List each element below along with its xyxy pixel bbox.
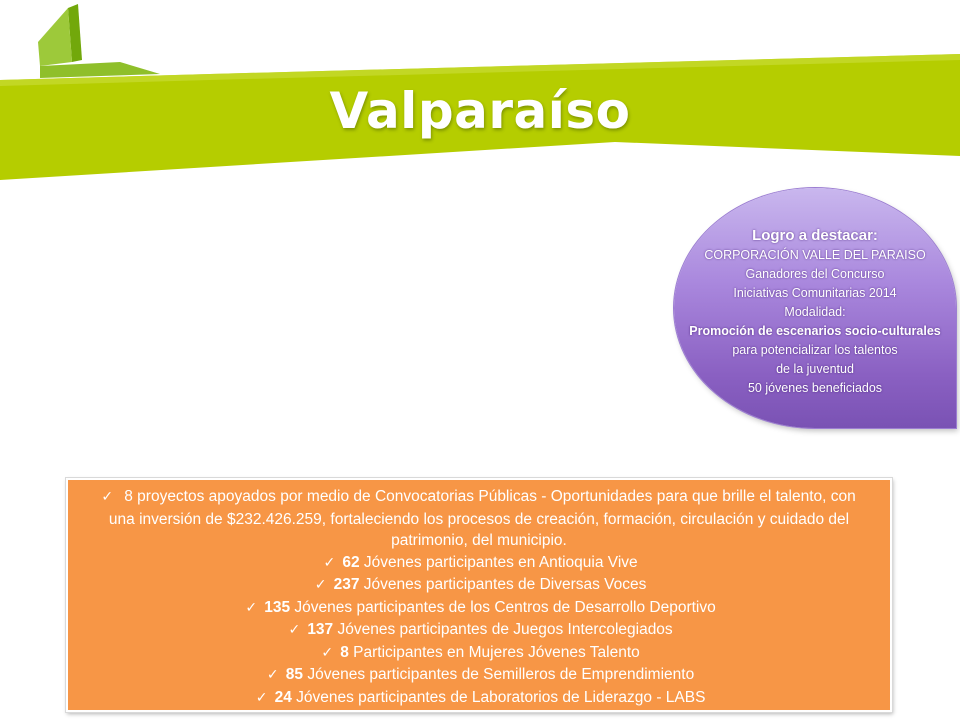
list-item [88,552,870,575]
bubble-line-1: Ganadores del Concurso [745,267,885,281]
bubble-line-2: Iniciativas Comunitarias 2014 [733,286,897,300]
item-number: 137 [307,621,334,638]
item-text: Jóvenes participantes de Semilleros de Emprendimiento [303,666,695,683]
page-title: Valparaíso [329,82,631,140]
checkmark-icon: ✓ [266,667,279,683]
item-number: 24 [274,688,292,706]
item-text: Jóvenes participantes en Antioquia Vive [359,553,638,571]
item-text: Participantes en Mujeres Jóvenes Talento [348,643,640,661]
checkmark-icon: ✓ [288,622,301,638]
bubble-modalidad-2: para potencializar los talentos [732,343,898,357]
list-item [88,597,870,620]
list-item [88,642,870,665]
banner-fold-back [38,8,72,66]
results-list [68,480,890,709]
list-item [88,574,870,597]
item-text: Jóvenes participantes de Laboratorios de Liderazgo - LABS [291,688,706,706]
checkmark-icon: ✓ [323,554,336,571]
bubble-org: CORPORACIÓN VALLE DEL PARAISO [704,248,926,262]
bubble-modalidad-1: Promoción de escenarios socio-culturales [689,324,941,338]
list-item [88,619,870,642]
bubble-modalidad-3: de la juventud [776,362,854,376]
list-item [88,664,870,687]
bubble-beneficiados: 50 jóvenes beneficiados [747,381,883,395]
item-number: 8 [340,643,349,661]
lead-text: 8 proyectos apoyados por medio de Convocatorias Públicas - Oportunidades para que brille el talento, con una inversión de $232.426.259, fortaleciendo los procesos de creación, formación, circulación y cuidado del patrimonio, del municipio. [108,488,856,549]
results-panel [66,478,892,712]
bubble-modalidad-label: Modalidad: [784,305,846,319]
item-number: 62 [342,553,360,571]
banner-fold-mid [40,62,160,78]
item-text: Jóvenes participantes de Juegos Intercolegiados [333,621,673,638]
checkmark-icon: ✓ [314,577,327,593]
list-item [88,687,870,710]
checkmark-icon: ✓ [245,599,258,616]
item-text: Jóvenes participantes de los Centros de Desarrollo Deportivo [290,598,716,616]
list-item-lead [88,486,870,552]
item-number: 85 [285,666,304,683]
checkmark-icon: ✓ [255,689,268,706]
item-text: Jóvenes participantes de Diversas Voces [359,576,647,593]
bubble-heading: Logro a destacar: [752,227,878,244]
item-number: 237 [333,576,360,593]
checkmark-icon: ✓ [101,489,114,505]
highlight-bubble [674,188,956,428]
checkmark-icon: ✓ [321,644,334,661]
bubble-text [674,226,956,398]
item-number: 135 [264,598,291,616]
